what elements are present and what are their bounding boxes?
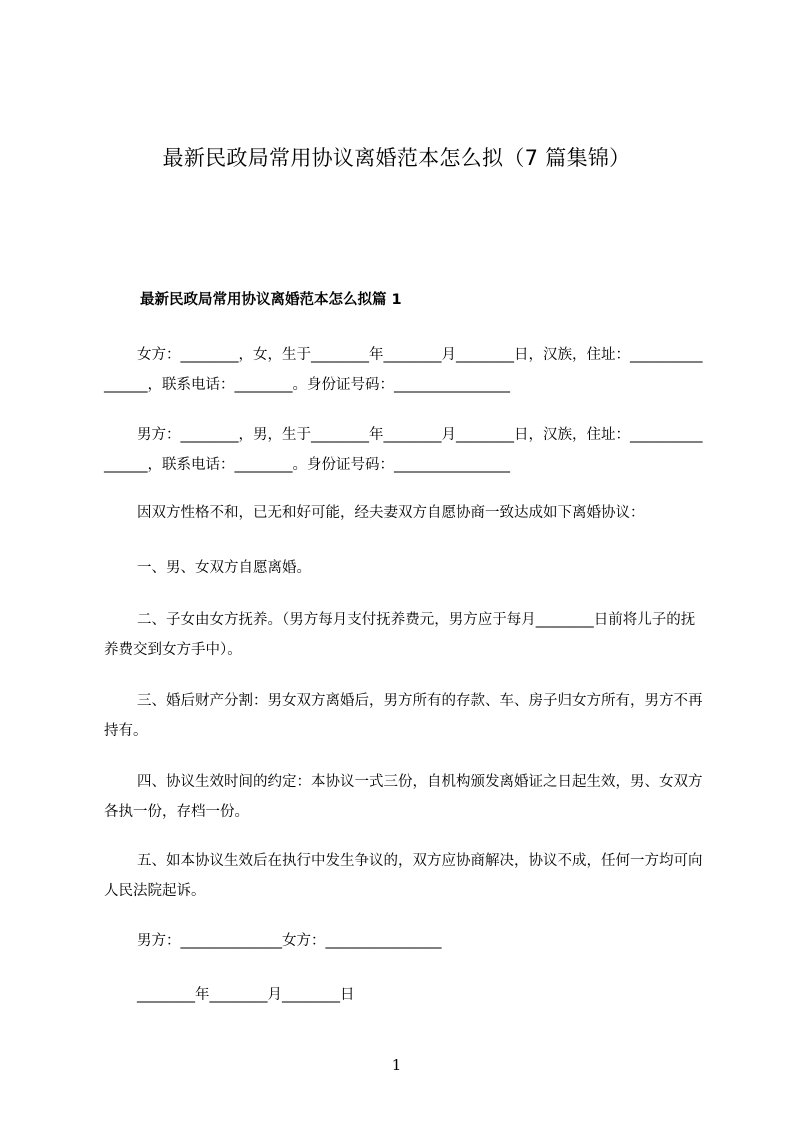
- reason-paragraph: 因双方性格不和，已无和好可能，经夫妻双方自愿协商一致达成如下离婚协议：: [137, 505, 645, 521]
- male-party-paragraph: 男方：________，男，生于________年________月________日，汉族，住址：________________，联系电话：________。身份证号码：________________: [104, 427, 703, 473]
- female-party-paragraph: 女方：________，女，生于________年________月________日，汉族，住址：________________，联系电话：________。身份证号码：________________: [104, 347, 703, 393]
- signature-line: 男方：______________女方：________________: [137, 933, 442, 949]
- page-number: 1: [391, 1056, 402, 1074]
- clause-2-paragraph: 二、子女由女方抚养。（男方每月支付抚养费元，男方应于每月________日前将儿子的抚养费交到女方手中）。: [104, 612, 696, 658]
- section-heading: 最新民政局常用协议离婚范本怎么拟篇 1: [140, 292, 402, 308]
- clause-3-paragraph: 三、婚后财产分割：男女双方离婚后，男方所有的存款、车、房子归女方所有，男方不再持有。: [104, 693, 703, 739]
- clause-5-paragraph: 五、如本协议生效后在执行中发生争议的，双方应协商解决，协议不成，任何一方均可向人民法院起诉。: [104, 853, 703, 899]
- clause-4-paragraph: 四、协议生效时间的约定：本协议一式三份，自机构颁发离婚证之日起生效，男、女双方各执一份，存档一份。: [104, 774, 703, 820]
- clause-1-paragraph: 一、男、女双方自愿离婚。: [137, 560, 311, 576]
- document-title: 最新民政局常用协议离婚范本怎么拟（7 篇集锦）: [162, 146, 631, 170]
- date-line: ________年________月________日: [137, 987, 355, 1003]
